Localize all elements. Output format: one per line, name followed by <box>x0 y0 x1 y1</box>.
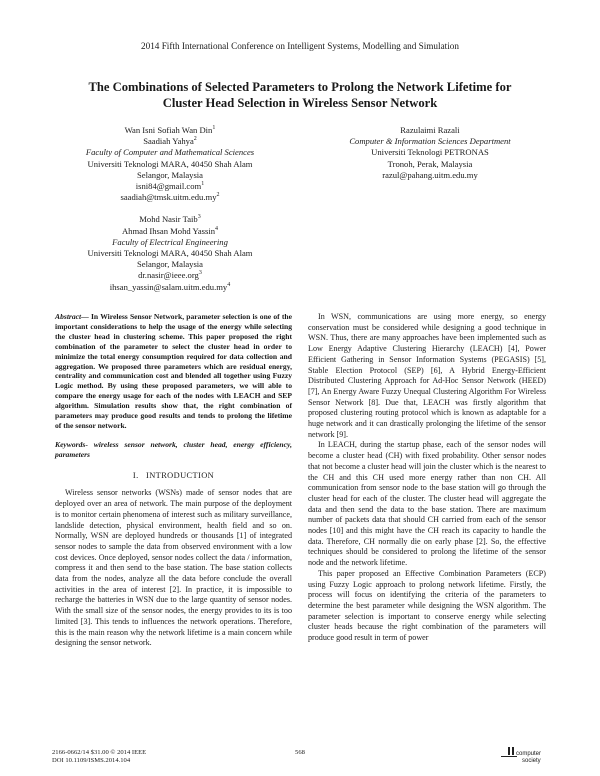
conference-header: 2014 Fifth International Conference on Intelligent Systems, Modelling and Simulation <box>141 41 459 51</box>
paper-title <box>50 79 550 111</box>
section-title: INTRODUCTION <box>146 470 215 480</box>
author-sup-4: 4 <box>215 225 219 232</box>
author-dept-1: Faculty of Computer and Mathematical Sciences <box>85 147 255 158</box>
author-state-1: Selangor, Malaysia <box>136 169 203 180</box>
authors-right-block <box>315 125 545 181</box>
paper-title-line1: The Combinations of Selected Parameters to Prolong the Network Lifetime for <box>88 80 512 94</box>
intro-paragraph-3: In LEACH, during the startup phase, each of the sensor nodes will become a cluster head (CH) with fixed probability. Other sensor nodes that not become a cluster head will join the cluster which is the nearest to the CH and this CH used more energy rather than non CH. All communication from sensor node to the base station will go through the cluster head for each of the cluster. The cluster head will aggregate the data and then send the data to the base station. There are maximum number of packets data that should CH carried from each of the sensor nodes [10] and this might have the CH reach its capacity to handle the data. Therefore, CH normally die on early phase [2]. So, the effective techniques should be considered to prolong the lifetime of the sensor node and the network lifetime. <box>308 440 546 568</box>
author-email-sup-1: 1 <box>201 181 205 188</box>
author-sup-2: 2 <box>193 136 197 143</box>
abstract <box>55 312 292 431</box>
author-email-5: razul@pahang.uitm.edu.my <box>382 169 478 180</box>
author-univ-3: Universiti Teknologi PETRONAS <box>371 147 489 158</box>
author-email-sup-2: 2 <box>216 192 220 199</box>
author-univ-1: Universiti Teknologi MARA, 40450 Shah Alam <box>87 158 253 169</box>
logo-text-2: society <box>522 758 541 764</box>
author-sup-3: 3 <box>197 214 201 221</box>
intro-paragraph-1: Wireless sensor networks (WSNs) made of sensor nodes that are deployed over an area of network. The main purpose of the deployment is to monitor certain phenomena of interest such as military surveillance, landslide detection, physical environment, health field and so on. Normally, WSN are deployed hundreds or thousands [1] of integrated sensor nodes to sample the data from observed environment with a low cost devices. Once deployed, sensor nodes collect the data / information, compress it and then send to the base station. The base station collects data from the nodes, analyze all the data before conclude the overall activities in the area of interest [2]. In practice, it is impossible to recharge the batteries in WSN due to the large quantity of sensor nodes. With the small size of the sensor nodes, the energy provides to its is too limited [3]. This tends to influences the network operations. Therefore, this is the main reason why the network lifetime is a main concern while designing the sensor network. <box>55 488 292 648</box>
author-email-1: isni84@gmail.com <box>135 181 202 192</box>
abstract-label: Abstract <box>55 312 82 321</box>
keywords: Keywords- wireless sensor network, cluster head, energy efficiency, parameters <box>55 439 292 459</box>
footer-copyright: 2166-0662/14 $31.00 © 2014 IEEE <box>52 749 147 756</box>
footer-doi: DOI 10.1109/ISMS.2014.104 <box>52 757 131 765</box>
left-column <box>55 312 292 649</box>
author-email-2: saadiah@tmsk.uitm.edu.my <box>120 192 217 203</box>
author-email-sup-3: 3 <box>198 270 202 277</box>
author-email-3: dr.nasir@ieee.org <box>138 270 199 281</box>
computer-society-logo <box>498 746 550 768</box>
author-name-4: Ahmad Ihsan Mohd Yassin <box>121 225 216 236</box>
author-name-2: Saadiah Yahya <box>143 136 194 147</box>
logo-text-1: computer <box>516 751 542 757</box>
author-state-2: Selangor, Malaysia <box>136 259 203 270</box>
section-number: I. <box>132 470 139 480</box>
author-dept-3: Computer & Information Sciences Department <box>349 136 511 147</box>
intro-paragraph-4: This paper proposed an Effective Combination Parameters (ECP) using Fuzzy Logic approach to prolong network lifetime. Firstly, the process will focus on identifying the criteria of the parameters to determine the best parameter while designing the WSN algorithm. The parameter selection is important to conserve energy while selecting cluster heads because the right combination of the parameters will produce good result in term of power <box>308 568 546 643</box>
footer-left <box>52 749 272 766</box>
author-dept-2: Faculty of Electrical Engineering <box>112 236 228 247</box>
page-number: 568 <box>295 749 305 756</box>
author-univ-2: Universiti Teknologi MARA, 40450 Shah Alam <box>87 248 253 259</box>
paper-title-line2: Cluster Head Selection in Wireless Sensor Network <box>162 96 438 110</box>
intro-paragraph-2: In WSN, communications are using more energy, so energy conservation must be considered while designing a good technique in WSN. Thus, there are many approaches have been implemented such as Low Energy Adaptive Clustering Hierarchy (LEACH) [4], Power Efficient Gathering in Sensor Information Systems (PEGASIS) [5], Stable Election Protocol (SEP) [6], A Hybrid Energy-Efficient Distributed Clustering Approach for Ad-Hoc Sensor Network (HEED) [7], An Energy Aware Fuzzy Unequal Clustering Algorithm For Wireless Sensor Network [8]. Due that, LEACH was firstly algorithm that proposed clustering routing protocol which is known as adaptable for a huge network and it can drastically prolonging the lifetime of the sensor network [9]. <box>308 312 546 439</box>
right-column <box>308 312 546 644</box>
section-heading <box>55 471 292 482</box>
author-name-3: Mohd Nasir Taib <box>139 214 198 225</box>
author-name-5: Razulaimi Razali <box>400 125 460 135</box>
author-city-3: Tronoh, Perak, Malaysia <box>387 158 473 169</box>
authors-left-block <box>50 125 290 293</box>
author-sup-1: 1 <box>212 125 216 132</box>
abstract-text: — In Wireless Sensor Network, parameter selection is one of the important considerations to help the usage of the energy while selecting the cluster head in clustering scheme. This paper proposed the right combination of the parameter to select the cluster head in order to minimize the total energy consumption required for data collection and aggregation. We proposed three parameters which are residual energy, centrality and communication cost and blended all together using Fuzzy Logic method. By using these proposed parameters, we will able to compare the energy usage for each of the nodes with LEACH and SEP algorithm. Simulation results show that, the right combination of parameters may produce good results and tends to prolong the lifetime of the sensor network. <box>55 312 292 430</box>
author-email-4: ihsan_yassin@salam.uitm.edu.my <box>109 281 228 292</box>
author-email-sup-4: 4 <box>227 281 231 288</box>
author-name-1: Wan Isni Sofiah Wan Din <box>124 125 213 135</box>
